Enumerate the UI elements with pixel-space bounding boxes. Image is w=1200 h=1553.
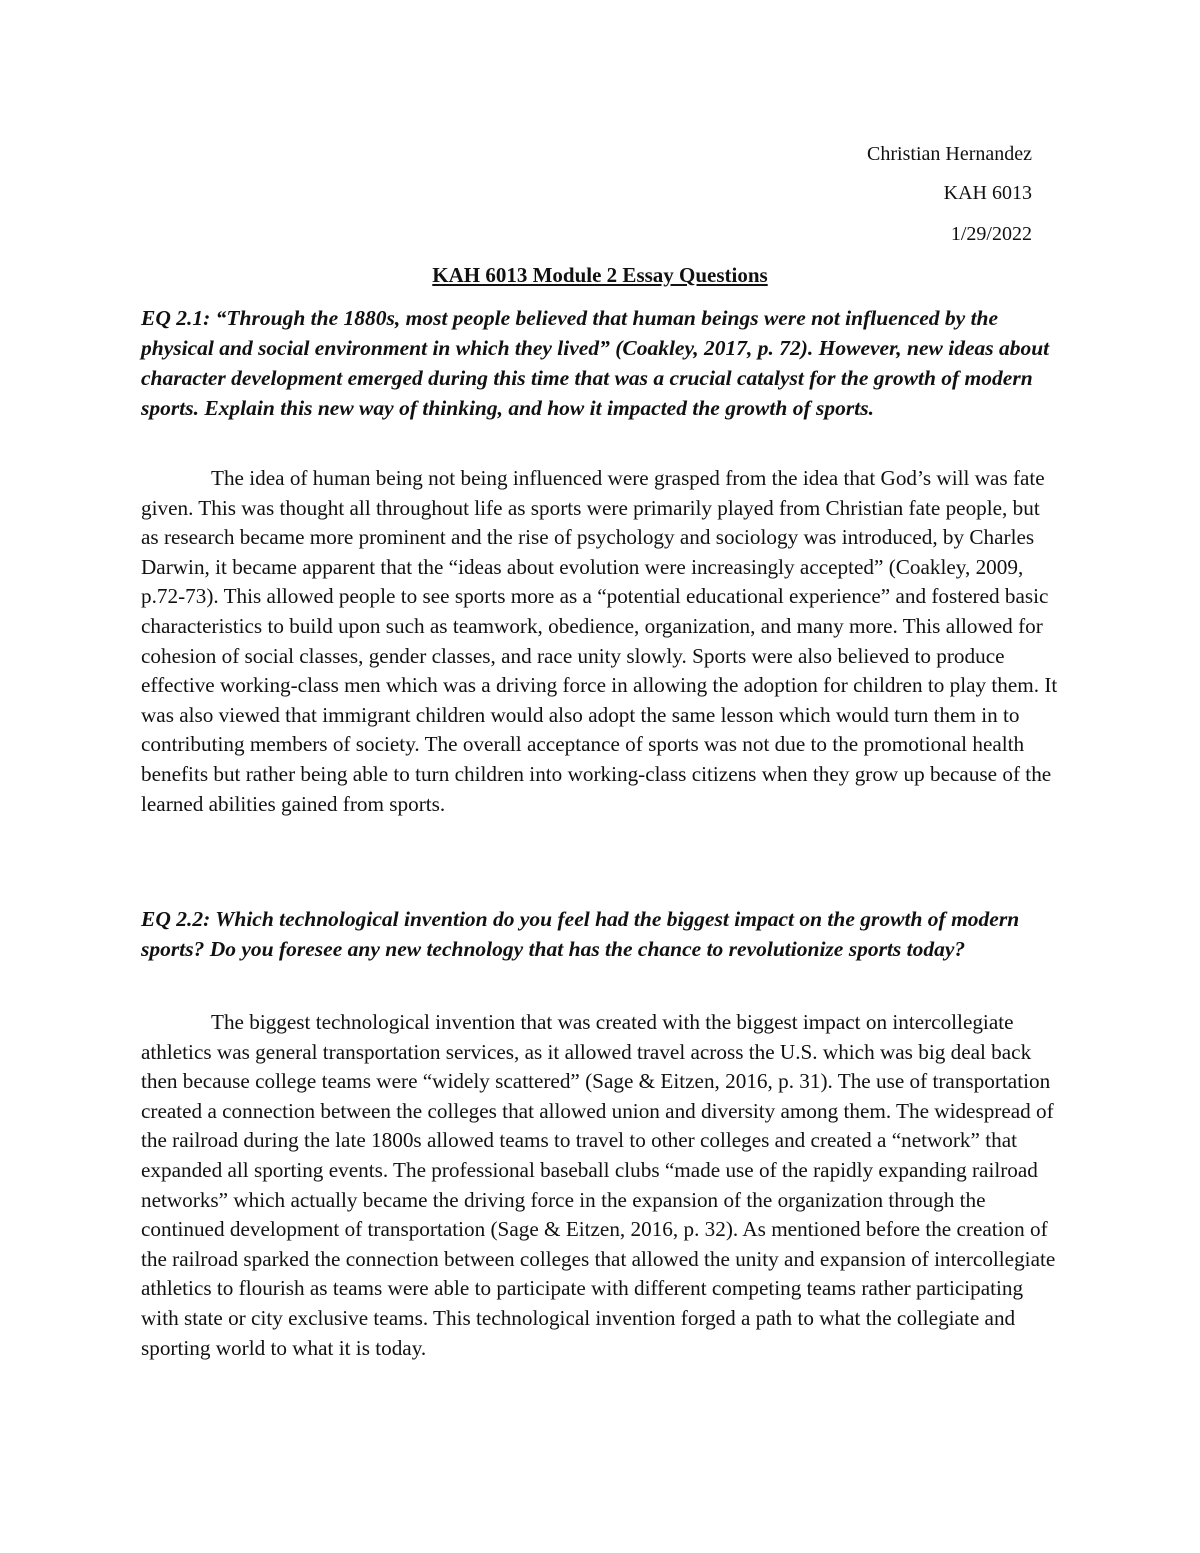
essay-answer-1: The idea of human being not being influenced were grasped from the idea that God’s will was fate given. This was thought all throughout life as sports were primarily played from Christian fate people, but as research became more prominent and the rise of psychology and sociology was introduced, by Charles Darwin, it became apparent that the “ideas about evolution were increasingly accepted” (Coakley, 2009, p.72-73). This allowed people to see sports more as a “potential educational experience” and fostered basic characteristics to build upon such as teamwork, obedience, organization, and many more. This allowed for cohesion of social classes, gender classes, and race unity slowly. Sports were also believed to produce effective working-class men which was a driving force in allowing the adoption for children to play them. It was also viewed that immigrant children would also adopt the same lesson which would turn them in to contributing members of society. The overall acceptance of sports was not due to the promotional health benefits but rather being able to turn children into working-class citizens when they grow up because of the learned abilities gained from sports. [141,466,1058,816]
essay-question-2: EQ 2.2: Which technological invention do you feel had the biggest impact on the growth of modern sports? Do you foresee any new technology that has the chance to revolutionize sports today? [141,907,1020,961]
author-name: Christian Hernandez [867,143,1032,165]
document-title: KAH 6013 Module 2 Essay Questions [432,263,768,287]
essay-answer-2: The biggest technological invention that was created with the biggest impact on intercollegiate athletics was general transportation services, as it allowed travel across the U.S. which was big deal back then because college teams were “widely scattered” (Sage & Eitzen, 2016, p. 31). The use of transportation created a connection between the colleges that allowed union and diversity among them. The widespread of the railroad during the late 1800s allowed teams to travel to other colleges and created a “network” that expanded all sporting events. The professional baseball clubs “made use of the rapidly expanding railroad networks” which actually became the driving force in the expansion of the organization through the continued development of transportation (Sage & Eitzen, 2016, p. 32). As mentioned before the creation of the railroad sparked the connection between colleges that allowed the unity and expansion of intercollegiate athletics to flourish as teams were able to participate with different competing teams rather participating with state or city exclusive teams. This technological invention forged a path to what the collegiate and sporting world to what it is today. [141,1010,1056,1360]
course-code: KAH 6013 [943,182,1032,204]
submission-date: 1/29/2022 [950,223,1032,245]
essay-question-1: EQ 2.1: “Through the 1880s, most people believed that human beings were not influenced by the physical and social environment in which they lived” (Coakley, 2017, p. 72). However, new ideas about character development emerged during this time that was a crucial catalyst for the growth of modern sports. Explain this new way of thinking, and how it impacted the growth of sports. [141,306,1050,420]
